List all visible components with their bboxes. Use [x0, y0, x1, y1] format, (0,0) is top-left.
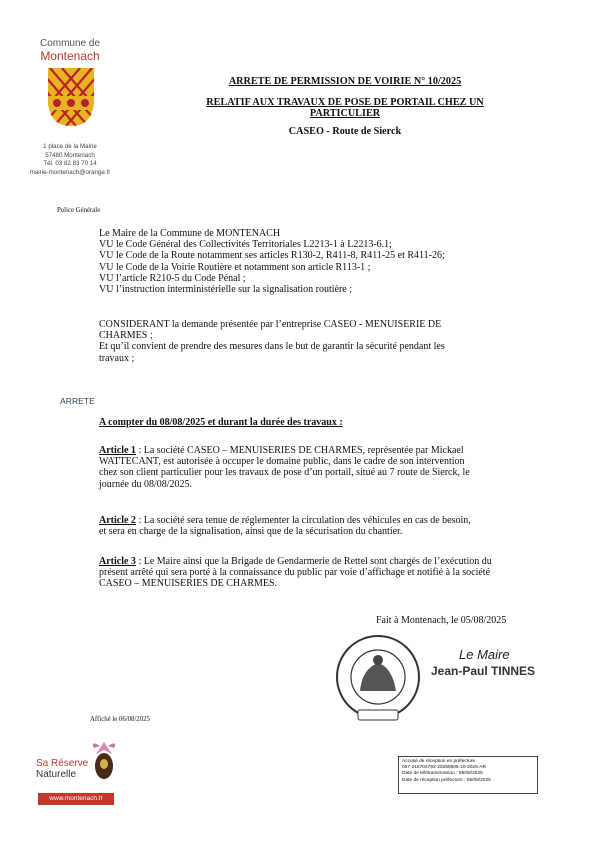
- article-label: Article 1: [99, 445, 136, 456]
- preamble-line: VU l’instruction interministérielle sur la signalisation routière ;: [99, 284, 352, 296]
- arrete-label: ARRETE: [60, 396, 95, 406]
- preamble: [99, 228, 543, 295]
- article-text: chez son client particulier pour les travaux de pose d’un portail, situé au 7 route de Sierck, le: [99, 467, 470, 479]
- article-1: [99, 445, 543, 490]
- considerant-line: Et qu’il convient de prendre des mesures dans le but de garantir la sécurité pendant les: [99, 341, 445, 353]
- stamp-line: 057-215704792-20250805-10-2025-AR: [402, 765, 487, 771]
- considerant-line: CONSIDERANT la demande présentée par l’entreprise CASEO - MENUISERIE DE: [99, 319, 442, 330]
- article-text: CASEO – MENUISERIES DE CHARMES.: [99, 578, 278, 590]
- article-label: Article 2: [99, 515, 136, 526]
- article-text: présent arrêté qui sera porté à la connaissance du public par voie d’affichage et notifié à la société: [99, 567, 491, 579]
- document-subject: CASEO - Route de Sierck: [288, 126, 402, 137]
- article-text: et sera en charge de la signalisation, ainsi que de la sécurisation du chantier.: [99, 526, 403, 538]
- document-title: ARRETE DE PERMISSION DE VOIRIE N° 10/2025: [228, 76, 462, 87]
- website-link[interactable]: www.montenach.fr: [38, 793, 114, 805]
- email-line: mairie-montenach@orange.fr: [29, 168, 111, 176]
- phone-line: Tél. 03 82 83 70 14: [43, 160, 97, 167]
- considerant: [99, 319, 543, 364]
- reserve-naturelle-logo: [36, 758, 88, 780]
- period-heading: A compter du 08/08/2025 et durant la durée des travaux :: [99, 417, 343, 428]
- stamp-line: Date de réception préfecture : 05/08/2025: [402, 777, 491, 783]
- place-date: Fait à Montenach, le 05/08/2025: [376, 615, 507, 626]
- stamp-line: Accusé de réception en préfecture: [402, 759, 476, 764]
- address-line: 57480 Montenach: [45, 151, 95, 159]
- reserve-line: Naturelle: [36, 769, 77, 780]
- article-text: : Le Maire ainsi que la Brigade de Gendarmerie de Rettel sont chargés de l’exécution du: [135, 556, 492, 567]
- mairie-seal: [332, 633, 424, 723]
- article-text: : La société CASEO – MENUISERIES DE CHARMES, représentée par Mickael: [135, 445, 464, 456]
- stamp-line: Date de télétransmission : 05/08/2025: [402, 771, 483, 777]
- mayor-name: Jean-Paul TINNES: [431, 664, 536, 678]
- preamble-line: VU le Code de la Route notamment ses articles R130-2, R411-8, R411-25 et R411-26;: [99, 250, 445, 262]
- preamble-line: Le Maire de la Commune de MONTENACH: [99, 228, 281, 239]
- article-3: [99, 556, 543, 590]
- article-text: journée du 08/08/2025.: [99, 478, 193, 490]
- commune-header: [0, 38, 140, 62]
- article-text: : La société sera tenue de réglementer la circulation des véhicules en cas de besoin,: [135, 515, 471, 526]
- commune-name: Montenach: [40, 49, 100, 63]
- preamble-line: VU le Code de la Voirie Routière et notamment son article R113-1 ;: [99, 261, 371, 273]
- preamble-line: VU l’article R210-5 du Code Pénal ;: [99, 272, 246, 284]
- preamble-line: VU le Code Général des Collectivités Territoriales L2213-1 à L2213-6.1;: [99, 239, 392, 251]
- reserve-line: Sa Réserve: [36, 758, 89, 769]
- document-subtitle: RELATIF AUX TRAVAUX DE POSE DE PORTAIL CHEZ UN: [206, 97, 484, 108]
- address-line: 1 place de la Mairie: [43, 143, 97, 150]
- commune-label: Commune de: [39, 38, 101, 49]
- police-label: Police Générale: [57, 207, 101, 214]
- considerant-line: CHARMES ;: [99, 330, 153, 342]
- affiche-date: Affiché le 06/08/2025: [90, 716, 150, 723]
- mayor-title: Le Maire: [459, 647, 510, 662]
- considerant-line: travaux ;: [99, 352, 135, 364]
- article-text: WATTECANT, est autorisée à occuper le domaine public, dans le cadre de son intervention: [99, 456, 465, 468]
- article-label: Article 3: [99, 556, 136, 567]
- document-subtitle-2: PARTICULIER: [309, 108, 381, 119]
- prefecture-stamp: [398, 756, 538, 794]
- article-2: [99, 515, 543, 537]
- orchid-icon: [86, 738, 122, 784]
- mairie-address: [0, 143, 140, 177]
- crest-logo: [48, 68, 94, 126]
